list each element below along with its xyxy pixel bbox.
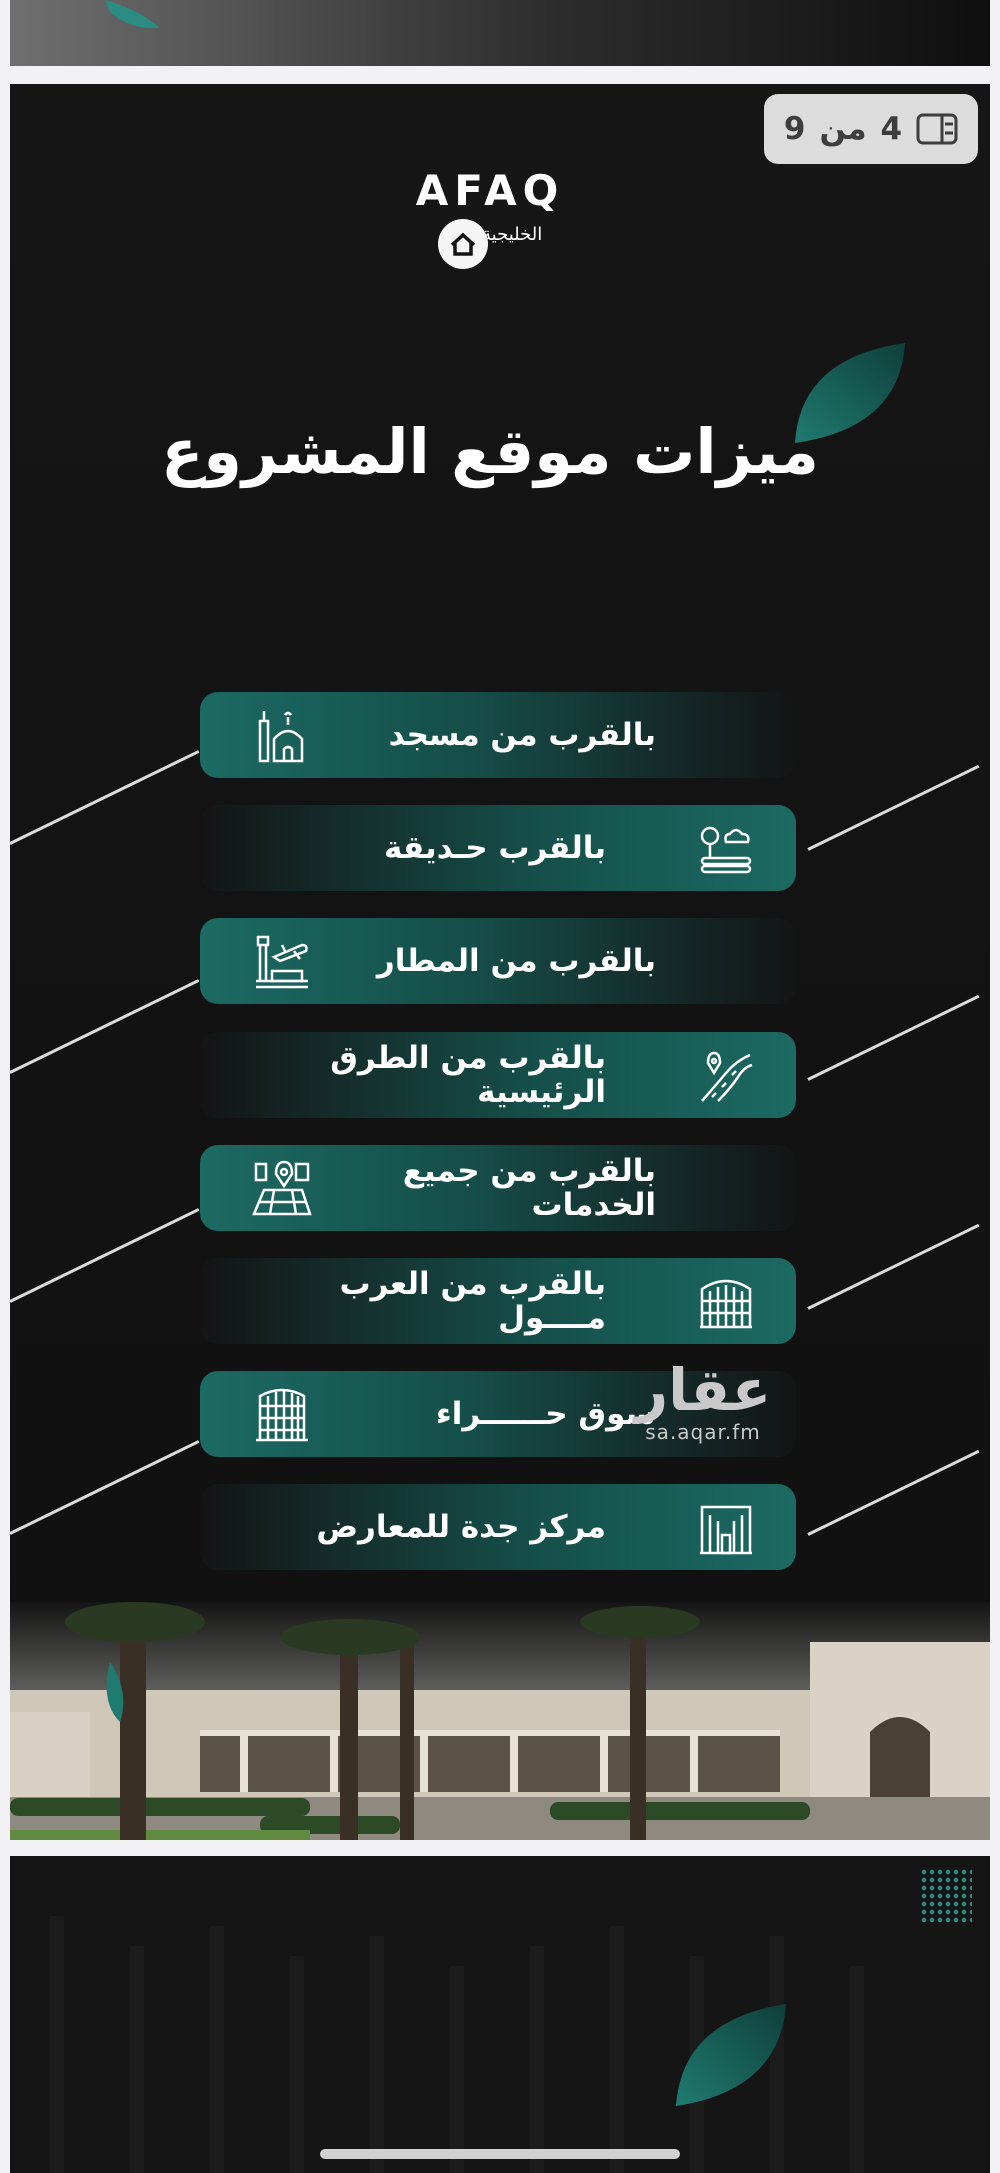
background-pattern (10, 1856, 990, 2173)
feature-services (200, 1145, 796, 1231)
feature-label: سوق حــــــراء (435, 1396, 656, 1432)
feature-label: بالقرب من المطار (376, 943, 656, 979)
feature-label: بالقرب حـديقة (383, 830, 606, 866)
feature-label-line2: مــــول (498, 1300, 606, 1336)
image-counter-badge[interactable] (764, 94, 978, 164)
brand-name: AFAQ (415, 166, 565, 215)
counter-separator: من (819, 111, 867, 147)
feature-label-line1: بالقرب من العرب (339, 1266, 606, 1302)
home-indicator[interactable] (320, 2149, 680, 2159)
feature-label-line1: بالقرب من جميع (402, 1153, 656, 1189)
feature-label-line2: الرئيسية (477, 1074, 606, 1110)
exhibition-center-icon (696, 1497, 756, 1557)
airport-icon (252, 931, 312, 991)
watermark-url: sa.aqar.fm (645, 1420, 761, 1444)
key-home-icon (438, 219, 488, 269)
leaf-decoration-icon (672, 2000, 790, 2110)
previous-image-card[interactable] (10, 0, 990, 66)
park-icon (696, 818, 756, 878)
feature-mosque (200, 692, 796, 778)
feature-label (403, 1154, 656, 1222)
mall-icon (696, 1271, 756, 1331)
feature-label: بالقرب من مسجد (388, 717, 656, 753)
counter-total: 9 (783, 111, 806, 147)
feature-label (339, 1267, 606, 1335)
market-building-icon (252, 1384, 312, 1444)
next-image-card[interactable] (10, 1856, 990, 2173)
feature-label-line1: بالقرب من الطرق (330, 1040, 606, 1076)
project-location-photo (10, 1602, 990, 1840)
leaf-decoration-icon (10, 0, 990, 66)
feature-main-roads (200, 1032, 796, 1118)
feature-label (330, 1041, 606, 1109)
brand-subtitle: الخليجية (482, 224, 543, 245)
aqar-watermark (628, 1356, 778, 1444)
brand-logo (0, 166, 980, 215)
road-icon (696, 1045, 756, 1105)
feature-arab-mall (200, 1258, 796, 1344)
mosque-icon (252, 705, 312, 765)
slide-title: ميزات موقع المشروع (161, 415, 819, 488)
gallery-icon (916, 113, 958, 145)
watermark-arabic: عقار (634, 1356, 772, 1424)
feature-label: مركز جدة للمعارض (316, 1509, 606, 1545)
feature-park (200, 805, 796, 891)
feature-label-line2: الخدمات (531, 1187, 656, 1223)
map-services-icon (252, 1158, 312, 1218)
dot-grid-decoration (920, 1868, 972, 1926)
counter-current: 4 (880, 111, 903, 147)
feature-jeddah-exhibition-center (200, 1484, 796, 1570)
feature-airport (200, 918, 796, 1004)
